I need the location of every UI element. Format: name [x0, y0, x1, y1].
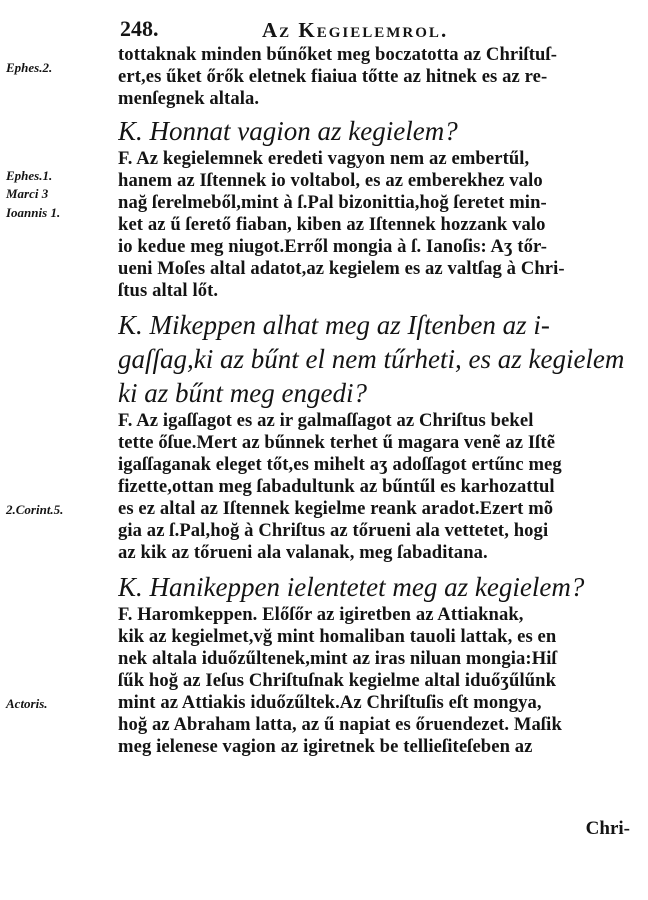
- margin-note-ephes-2: Ephes.2.: [6, 60, 53, 75]
- text-line: ket az ű ſerető fiaban, kiben az Iſtennek hozzank valo: [118, 214, 546, 235]
- running-title: Az Kegielemrol.: [262, 18, 449, 42]
- question-heading: K. Hanikeppen ielentetet meg az kegielem?: [118, 572, 585, 602]
- catchword: Chri-: [585, 818, 630, 839]
- text-line: tottaknak minden bűnőket meg boczatotta az Chriſtuſ-: [118, 44, 558, 65]
- text-line: io kedue meg niugot.Erről mongia à ſ. Ianoſis: Aʒ tőr-: [118, 236, 548, 257]
- text-line: menſegnek altala.: [118, 88, 260, 109]
- text-line: kik az kegielmet,vğ mint homaliban tauoli lattak, es en: [118, 626, 557, 647]
- text-line: ueni Moſes altal adatot,az kegielem es az valtſag à Chri-: [118, 258, 565, 279]
- text-line: hoğ az Abraham latta, az ű napiat es őruendezet. Maſik: [118, 714, 562, 735]
- text-line: fizette,ottan meg ſabadultunk az bűntűl es karhozattul: [118, 476, 555, 497]
- text-line: az kik az tőrueni ala valanak, meg ſabaditana.: [118, 542, 488, 563]
- text-line: tette őſue.Mert az bűnnek terhet ű magara venẽ az Iſtẽ: [118, 432, 556, 453]
- text-line: hanem az Iſtennek io voltabol, es az emberekhez valo: [118, 170, 543, 191]
- margin-note-ioannis-1: Ioannis 1.: [6, 205, 61, 220]
- text-line: es ez altal az Iſtennek kegielme reank aradot.Ezert mõ: [118, 498, 554, 519]
- body-text: [118, 44, 640, 758]
- question-heading: K. Honnat vagion az kegielem?: [118, 116, 458, 146]
- page-number: 248.: [120, 16, 159, 41]
- text-line: ert,es űket őrők eletnek fiaiua tőtte az hitnek es az re-: [118, 66, 548, 87]
- margin-note-actoris: Actoris.: [6, 696, 48, 711]
- margin-note-corint-5: 2.Corint.5.: [6, 502, 64, 517]
- text-line: meg ielenese vagion az igiretnek be tellieſiteſeben az: [118, 736, 533, 757]
- page-header: [120, 12, 640, 46]
- text-line: nağ ſerelmeből,mint à ſ.Pal bizonittia,hoğ ſeretet min-: [118, 192, 547, 213]
- text-line: mint az Attiakis iduőzűltek.Az Chriſtuſis eſt mongya,: [118, 692, 542, 713]
- text-line: gia az ſ.Pal,hoğ à Chriſtus az tőrueni ala vettetet, hogi: [118, 520, 549, 541]
- text-line: F. Haromkeppen. Előſőr az igiretben az Attiaknak,: [118, 604, 524, 625]
- text-line: nek altala iduőzűltenek,mint az iras niluan mongia:Hiſ: [118, 648, 557, 669]
- text-line: ſűk hoğ az Ieſus Chriſtuſnak kegielme altal iduőʒűlűnk: [118, 670, 557, 691]
- question-heading: K. Mikeppen alhat meg az Iſtenben az i-: [118, 310, 550, 340]
- question-heading: gaſſag,ki az bűnt el nem tűrheti, es az kegielem: [118, 344, 625, 374]
- text-line: ſtus altal lőt.: [118, 280, 219, 301]
- text-line: F. Az igaſſagot es az ir galmaſſagot az Chriſtus bekel: [118, 410, 534, 431]
- margin-note-marci-3: Marci 3: [6, 186, 49, 201]
- margin-note-ephes-1: Ephes.1.: [6, 168, 53, 183]
- text-line: F. Az kegielemnek eredeti vagyon nem az embertűl,: [118, 148, 530, 169]
- question-heading: ki az bűnt meg engedi?: [118, 378, 367, 408]
- text-line: igaſſaganak eleget tőt,es mihelt aʒ adoſſagot ertűnc meg: [118, 454, 562, 475]
